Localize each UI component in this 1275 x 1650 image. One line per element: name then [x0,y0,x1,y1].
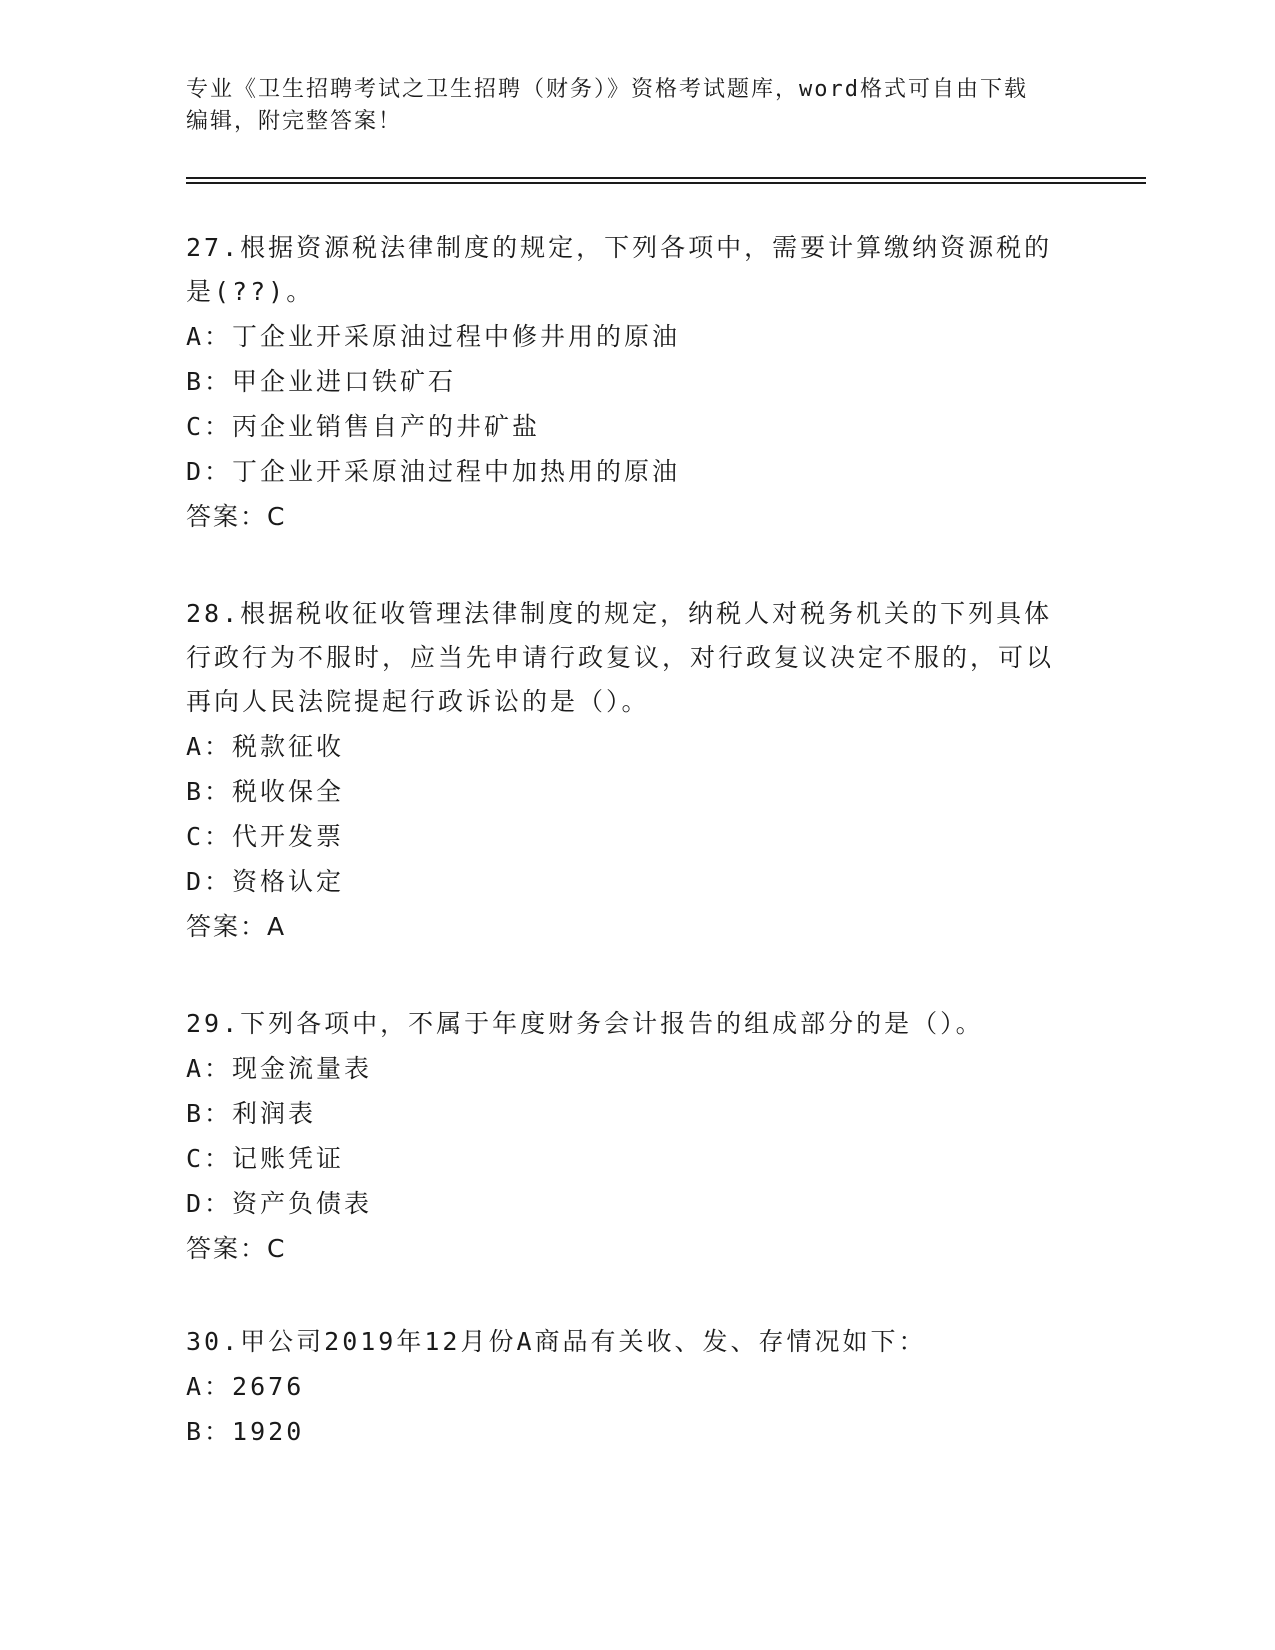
answer: 答案：C [186,1234,287,1263]
header-divider-bottom [186,182,1146,184]
option-a: A：丁企业开采原油过程中修井用的原油 [186,322,681,351]
option-c: C：记账凭证 [186,1144,345,1173]
question-stem: 29.下列各项中，不属于年度财务会计报告的组成部分的是（）。 [186,1009,984,1038]
option-a: A：现金流量表 [186,1054,373,1083]
option-c: C：代开发票 [186,822,345,851]
answer: 答案：A [186,912,287,941]
question-stem: 27.根据资源税法律制度的规定，下列各项中，需要计算缴纳资源税的是(??)。 [186,233,1053,306]
question-stem: 30.甲公司2019年12月份A商品有关收、发、存情况如下： [186,1327,927,1356]
question-stem: 28.根据税收征收管理法律制度的规定，纳税人对税务机关的下列具体行政行为不服时，应当先申请行政复议，对行政复议决定不服的，可以再向人民法院提起行政诉讼的是（）。 [186,599,1055,716]
header-line-2: 编辑，附完整答案！ [186,109,403,134]
document-header [186,74,1086,138]
question-28 [186,592,1076,949]
header-line-1: 专业《卫生招聘考试之卫生招聘（财务）》资格考试题库，word格式可自由下载 [186,77,1028,102]
option-a: A：2676 [186,1372,305,1401]
question-29 [186,1002,1076,1271]
option-b: B：1920 [186,1417,305,1446]
option-d: D：资格认定 [186,867,345,896]
option-d: D：资产负债表 [186,1189,373,1218]
option-c: C：丙企业销售自产的井矿盐 [186,412,541,441]
header-divider-top [186,177,1146,179]
option-b: B：税收保全 [186,777,345,806]
question-27 [186,226,1076,539]
answer: 答案：C [186,502,287,531]
option-a: A：税款征收 [186,732,345,761]
option-b: B：利润表 [186,1099,317,1128]
question-30 [186,1320,1076,1454]
option-d: D：丁企业开采原油过程中加热用的原油 [186,457,681,486]
option-b: B：甲企业进口铁矿石 [186,367,457,396]
